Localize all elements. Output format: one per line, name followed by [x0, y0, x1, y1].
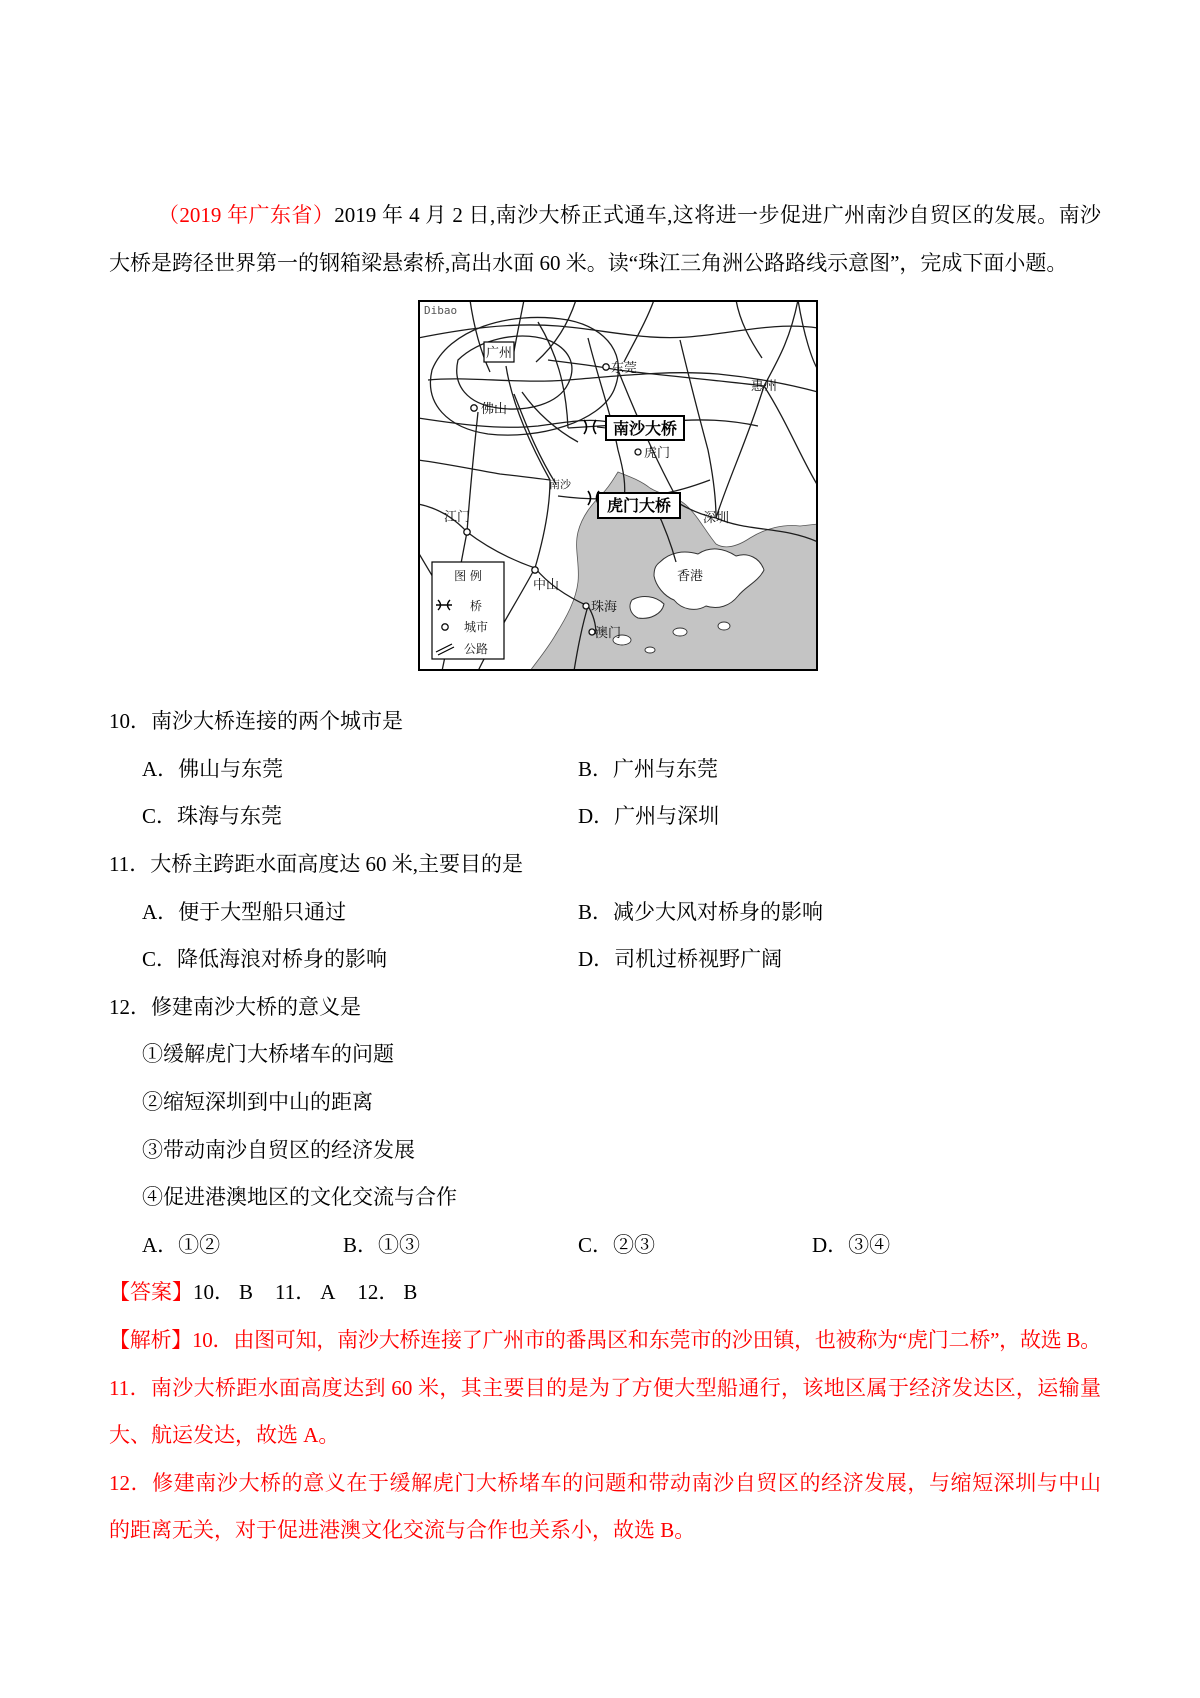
statement-1: ①缓解虎门大桥堵车的问题	[142, 1042, 394, 1067]
statement-3: ③带动南沙自贸区的经济发展	[142, 1137, 415, 1162]
small-island	[645, 647, 655, 653]
question-stem: 大桥主跨距水面高度达 60 米,主要目的是	[150, 851, 523, 876]
option-d	[578, 936, 1101, 984]
option-a	[142, 1222, 343, 1270]
intro-text: 2019 年 4 月 2 日,南沙大桥正式通车,这将进一步促进广州南沙自贸区的发展。南沙	[334, 203, 1102, 227]
nansha-label: 南沙	[549, 478, 571, 492]
humen-city-dot	[635, 449, 641, 455]
dongguan-city-dot	[603, 364, 609, 370]
option-key: A．	[142, 1232, 179, 1257]
shenzhen-label: 深圳	[702, 511, 730, 527]
question-10-options	[109, 746, 1101, 841]
foshan-city-dot	[471, 405, 477, 411]
option-text: 便于大型船只通过	[178, 899, 347, 924]
question-10-stem	[109, 698, 1101, 746]
map-watermark: Dibao	[424, 304, 458, 318]
analysis-line-4: 12．修建南沙大桥的意义在于缓解虎门大桥堵车的问题和带动南沙自贸区的经济发展，与缩短深圳与中山	[109, 1470, 1101, 1495]
option-text: ①②	[178, 1232, 221, 1257]
option-text: 降低海浪对桥身的影响	[177, 947, 388, 972]
option-key: D．	[578, 947, 615, 972]
answer-key: B	[239, 1280, 254, 1305]
legend-item-bridge: 桥	[470, 599, 483, 614]
question-11-stem	[109, 841, 1101, 889]
legend-item-road: 公路	[464, 642, 489, 657]
option-c	[142, 793, 578, 841]
legend-item-city: 城市	[464, 620, 489, 635]
option-key: D．	[578, 804, 615, 829]
option-key: C．	[578, 1232, 614, 1257]
huizhou-label: 惠州	[750, 379, 778, 395]
question-stem: 修建南沙大桥的意义是	[151, 994, 361, 1019]
legend-title: 图 例	[454, 569, 482, 584]
option-c	[578, 1222, 812, 1270]
analysis-text: 10．由图可知，南沙大桥连接了广州市的番禺区和东莞市的沙田镇，也被称为“虎门二桥”，故选 B。	[192, 1327, 1101, 1352]
option-text: ③④	[848, 1232, 891, 1257]
option-key: A．	[142, 756, 179, 781]
humen-label: 虎门	[644, 446, 671, 462]
question-12-stem	[109, 984, 1101, 1032]
statement-4: ④促进港澳地区的文化交流与合作	[142, 1185, 457, 1210]
option-text: ②③	[613, 1232, 656, 1257]
answer-number: 12．	[357, 1280, 400, 1305]
pearl-river-delta-road-map	[418, 300, 818, 671]
intro-line-1	[109, 192, 1101, 240]
question-11-options	[109, 889, 1101, 984]
option-key: A．	[142, 899, 179, 924]
option-b	[343, 1222, 578, 1270]
option-d	[812, 1222, 1101, 1270]
option-key: C．	[142, 947, 178, 972]
option-a	[142, 746, 578, 794]
option-key: B．	[578, 756, 614, 781]
question-12-options	[109, 1222, 1101, 1270]
analysis-line-1	[109, 1317, 1101, 1365]
question-stem: 南沙大桥连接的两个城市是	[151, 709, 403, 734]
answer-key: A	[320, 1280, 336, 1305]
dongguan-label: 东莞	[610, 361, 638, 377]
answer-label: 【答案】	[109, 1280, 193, 1305]
map-figure	[418, 300, 818, 671]
zhuhai-city-dot	[583, 603, 589, 609]
option-c	[142, 936, 578, 984]
answer-item	[357, 1280, 417, 1304]
option-key: C．	[142, 804, 178, 829]
zhuhai-label: 珠海	[590, 600, 618, 616]
jiangmen-label: 江门	[444, 510, 471, 526]
option-key: B．	[578, 899, 614, 924]
macau-label: 澳门	[594, 626, 622, 642]
option-text: 珠海与东莞	[177, 804, 283, 829]
statement-2: ②缩短深圳到中山的距离	[142, 1089, 373, 1114]
humen-bridge-label: 虎门大桥	[606, 496, 672, 516]
zhongshan-label: 中山	[532, 578, 560, 594]
option-text: 司机过桥视野广阔	[614, 947, 783, 972]
jiangmen-city-dot	[464, 529, 470, 535]
option-b	[578, 746, 1101, 794]
intro-line-2: 大桥是跨径世界第一的钢箱梁悬索桥,高出水面 60 米。读“珠江三角洲公路路线示意图”，完成下面小题。	[109, 250, 1068, 275]
answer-line	[109, 1269, 1101, 1317]
analysis-line-5: 的距离无关，对于促进港澳文化交流与合作也关系小，故选 B。	[109, 1518, 696, 1543]
analysis-line-2: 11．南沙大桥距水面高度达到 60 米，其主要目的是为了方便大型船通行，该地区属于经济发达区，运输量	[109, 1375, 1101, 1400]
analysis-line-3: 大、航运发达，故选 A。	[109, 1423, 340, 1448]
answer-number: 11．	[275, 1280, 317, 1305]
guangzhou-label: 广州	[485, 346, 513, 362]
answer-key: B	[403, 1280, 418, 1305]
option-key: B．	[343, 1232, 379, 1257]
nansha-bridge-label: 南沙大桥	[612, 419, 678, 439]
option-text: 广州与东莞	[613, 756, 719, 781]
answer-item	[193, 1280, 253, 1304]
option-text: 佛山与东莞	[178, 756, 284, 781]
option-text: 减少大风对桥身的影响	[613, 899, 824, 924]
option-text: 广州与深圳	[614, 804, 720, 829]
small-island	[673, 628, 687, 636]
question-source: （2019 年广东省）	[158, 203, 335, 227]
question-number: 11．	[109, 851, 151, 876]
option-a	[142, 889, 578, 937]
option-b	[578, 889, 1101, 937]
question-number: 10．	[109, 709, 151, 734]
exam-page	[109, 192, 1101, 1555]
question-number: 12．	[109, 994, 151, 1019]
analysis-label: 【解析】	[109, 1327, 193, 1352]
small-island	[718, 622, 730, 630]
option-text: ①③	[378, 1232, 421, 1257]
hongkong-label: 香港	[676, 569, 704, 585]
option-key: D．	[812, 1232, 849, 1257]
answer-item	[275, 1280, 335, 1304]
foshan-label: 佛山	[481, 402, 508, 418]
map-legend	[432, 562, 504, 659]
zhongshan-city-dot	[532, 567, 538, 573]
option-d	[578, 793, 1101, 841]
answer-number: 10．	[193, 1280, 235, 1305]
city-icon	[442, 624, 448, 630]
